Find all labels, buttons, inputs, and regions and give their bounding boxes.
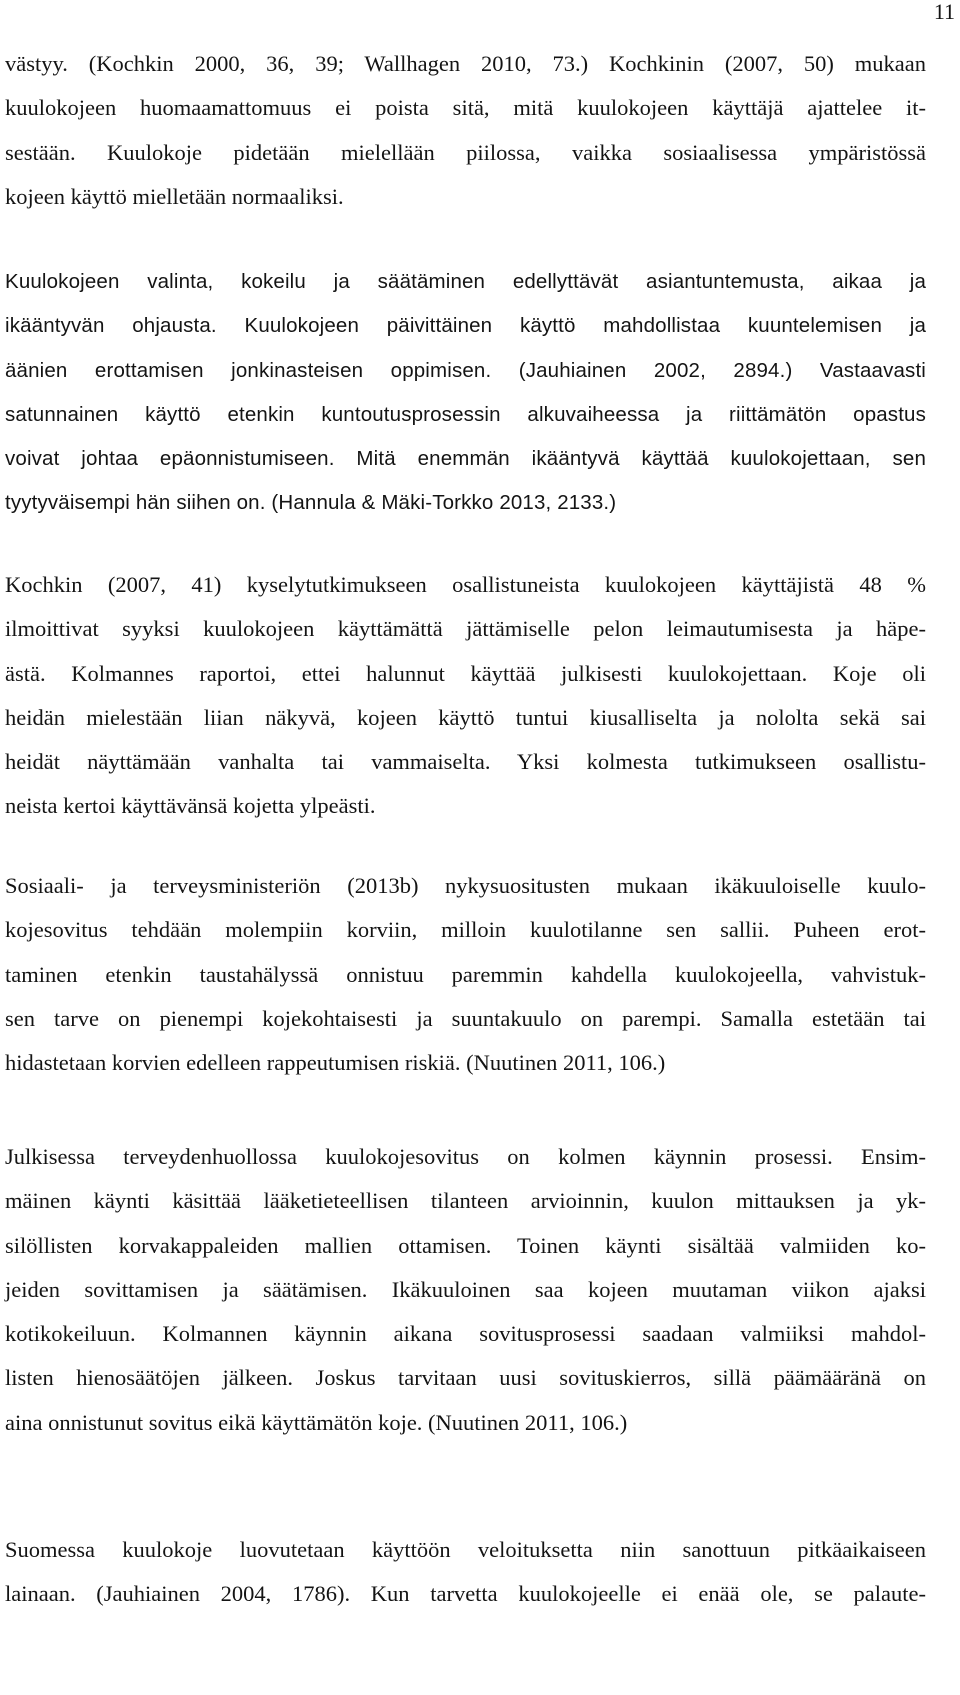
- text-line: kuulokojeen huomaamattomuus ei poista sitä, mitä kuulokojeen käyttäjä ajattelee it-: [5, 95, 926, 121]
- text-line: sestään. Kuulokoje pidetään mielellään piilossa, vaikka sosiaalisessa ympäristössä: [5, 139, 926, 165]
- paragraph-3: [5, 563, 926, 829]
- text-line: Kochkin (2007, 41) kyselytutkimukseen osallistuneista kuulokojeen käyttäjistä 48 %: [5, 572, 926, 597]
- paragraph-5: [5, 1135, 926, 1445]
- text-line: sen tarve on pienempi kojekohtaisesti ja suuntakuulo on parempi. Samalla estetään tai: [5, 1005, 926, 1031]
- text-line: neista kertoi käyttävänsä kojetta ylpeästi.: [5, 793, 376, 819]
- text-line: äänien erottamisen jonkinasteisen oppimisen. (Jauhiainen 2002, 2894.) Vastaavasti: [5, 358, 926, 382]
- text-line: satunnainen käyttö etenkin kuntoutusprosessin alkuvaiheessa ja riittämätön opastus: [5, 402, 926, 426]
- paragraph-1: [5, 42, 926, 219]
- text-line: Kuulokojeen valinta, kokeilu ja säätäminen edellyttävät asiantuntemusta, aikaa ja: [5, 270, 926, 293]
- page-number: 11: [933, 0, 955, 24]
- paragraph-6: [5, 1528, 926, 1617]
- text-line: silöllisten korvakappaleiden mallien ottamisen. Toinen käynti sisältää valmiiden ko-: [5, 1232, 926, 1258]
- text-line: mäinen käynti käsittää lääketieteellisen tilanteen arvioinnin, kuulon mittauksen ja yk-: [5, 1188, 926, 1214]
- text-line: heidän mielestään liian näkyvä, kojeen käyttö tuntui kiusalliselta ja nololta sekä sai: [5, 704, 926, 730]
- text-line: västyy. (Kochkin 2000, 36, 39; Wallhagen 2010, 73.) Kochkinin (2007, 50) mukaan: [5, 51, 926, 76]
- paragraph-2: [5, 260, 926, 526]
- text-line: ästä. Kolmannes raportoi, ettei halunnut käyttää julkisesti kuulokojettaan. Koje oli: [5, 660, 926, 686]
- text-line: ilmoittivat syyksi kuulokojeen käyttämättä jättämiselle pelon leimautumisesta ja häpe-: [5, 616, 926, 642]
- text-line: Sosiaali- ja terveysministeriön (2013b) nykysuositusten mukaan ikäkuuloiselle kuulo-: [5, 873, 926, 898]
- text-line: lainaan. (Jauhiainen 2004, 1786). Kun tarvetta kuulokojeelle ei enää ole, se palaute-: [5, 1581, 926, 1607]
- text-line: ikääntyvän ohjausta. Kuulokojeen päivittäinen käyttö mahdollistaa kuuntelemisen ja: [5, 314, 926, 338]
- paragraph-4: [5, 864, 926, 1085]
- text-line: hidastetaan korvien edelleen rappeutumisen riskiä. (Nuutinen 2011, 106.): [5, 1050, 666, 1076]
- text-line: taminen etenkin taustahälyssä onnistuu paremmin kahdella kuulokojeella, vahvistuk-: [5, 961, 926, 987]
- text-line: kojeen käyttö mielletään normaaliksi.: [5, 183, 344, 209]
- text-line: listen hienosäätöjen jälkeen. Joskus tarvitaan uusi sovituskierros, sillä päämääränä on: [5, 1365, 926, 1391]
- text-line: tyytyväisempi hän siihen on. (Hannula & Mäki-Torkko 2013, 2133.): [5, 491, 617, 515]
- text-line: kojesovitus tehdään molempiin korviin, milloin kuulotilanne sen sallii. Puheen erot-: [5, 917, 926, 943]
- text-line: Suomessa kuulokoje luovutetaan käyttöön veloituksetta niin sanottuun pitkäaikaiseen: [5, 1537, 926, 1562]
- text-line: voivat johtaa epäonnistumiseen. Mitä enemmän ikääntyvä käyttää kuulokojettaan, sen: [5, 447, 926, 471]
- text-line: jeiden sovittamisen ja säätämisen. Ikäkuuloinen saa kojeen muutaman viikon ajaksi: [5, 1276, 926, 1302]
- text-line: Julkisessa terveydenhuollossa kuulokojesovitus on kolmen käynnin prosessi. Ensim-: [5, 1144, 926, 1169]
- text-line: heidät näyttämään vanhalta tai vammaiselta. Yksi kolmesta tutkimukseen osallistu-: [5, 749, 926, 775]
- text-line: kotikokeiluun. Kolmannen käynnin aikana sovitusprosessi saadaan valmiiksi mahdol-: [5, 1321, 926, 1347]
- text-line: aina onnistunut sovitus eikä käyttämätön koje. (Nuutinen 2011, 106.): [5, 1409, 628, 1435]
